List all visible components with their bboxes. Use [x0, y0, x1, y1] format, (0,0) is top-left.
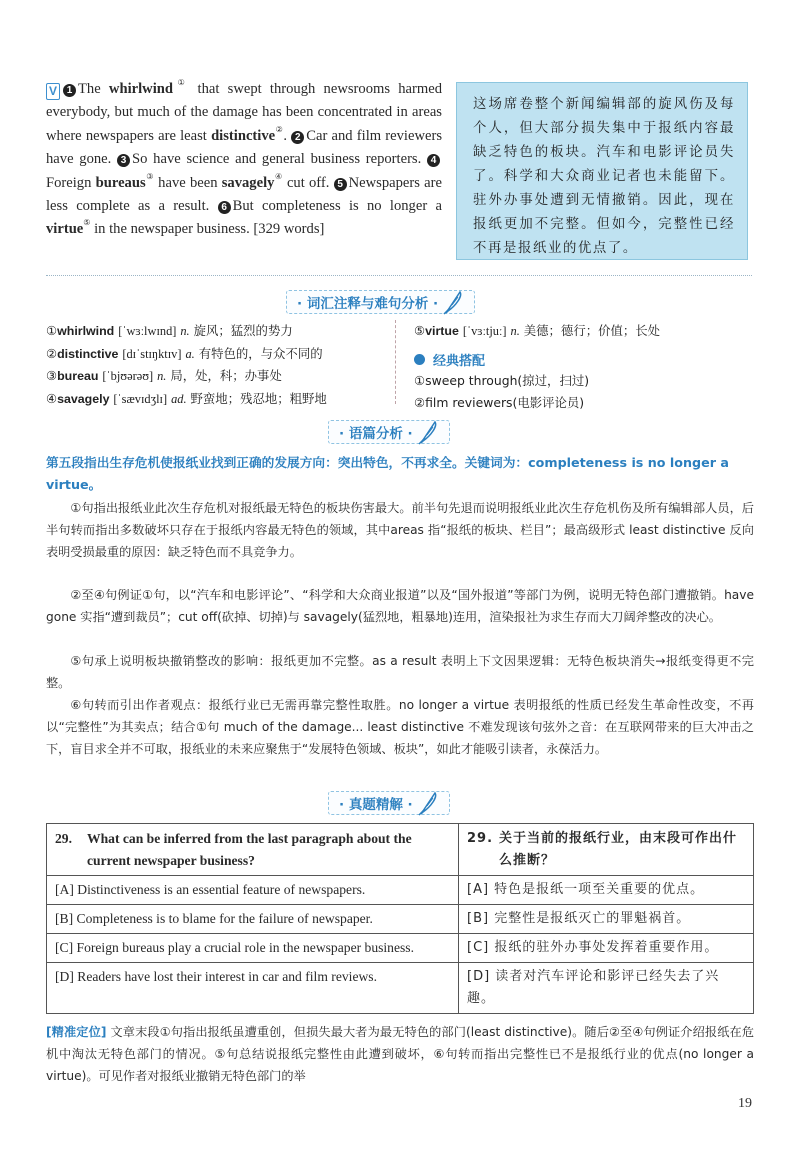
option-zh: [D] 读者对汽车评论和影评已经失去了兴趣。 — [459, 963, 754, 1014]
vocab-list-right — [414, 320, 754, 343]
vocab-item — [46, 365, 391, 388]
question-text: 关于当前的报纸行业，由末段可作出什么推断？ — [499, 831, 738, 868]
question-text: What can be inferred from the last paragraph about the current newspaper business? — [87, 831, 412, 868]
vocab-num: ④ — [46, 390, 58, 406]
question-table — [46, 823, 754, 1014]
passage-text: So have science and general business reporters. — [132, 151, 422, 168]
option-row — [47, 934, 754, 963]
divider — [46, 275, 752, 276]
keyword: bureaus — [95, 174, 146, 191]
sentence-number: 4 — [427, 154, 440, 167]
section-title-text: · 真题精解 · — [339, 797, 413, 813]
option-zh: [B] 完整性是报纸灭亡的罪魁祸首。 — [459, 905, 754, 934]
vocab-pos: ad. — [171, 391, 187, 406]
vocab-ipa: [ˈvɜːtjuː] — [462, 324, 507, 338]
option-en: [A] Distinctiveness is an essential feature of newspapers. — [47, 876, 459, 905]
keyword: whirlwind — [108, 81, 173, 97]
option-zh: [C] 报纸的驻外办事处发挥着重要作用。 — [459, 934, 754, 963]
question-zh — [459, 824, 754, 876]
translation-box: 这场席卷整个新闻编辑部的旋风伤及每个人，但大部分损失集中于报纸内容最缺乏特色的板块。汽车和电影评论员失了。科学和大众商业记者也未能留下。驻外办事处遭到无情撤销。因此，现在报纸更加不完整。但如今，完整性已经不再是报纸业的优点了。 — [456, 82, 748, 260]
section-title-vocab — [286, 290, 475, 314]
passage-text: Car and film reviewers have gone. — [46, 127, 443, 168]
word-count: [329 words] — [253, 221, 325, 238]
quill-icon — [442, 289, 464, 315]
vocab-word: savagely — [57, 391, 110, 406]
collocation-list — [414, 370, 754, 413]
vocab-num: ① — [46, 323, 58, 338]
option-row — [47, 905, 754, 934]
option-en: [D] Readers have lost their interest in car and film reviews. — [47, 963, 459, 1014]
vocab-ipa: [ˈbjʊərəʊ] — [102, 369, 154, 384]
option-row — [47, 876, 754, 905]
option-en: [B] Completeness is to blame for the failure of newspaper. — [47, 905, 459, 934]
collocation-title: 经典搭配 — [433, 354, 486, 369]
passage-text: The — [78, 81, 109, 97]
quill-icon — [417, 419, 439, 445]
question-row — [47, 824, 754, 876]
note-marker: ① — [173, 78, 190, 87]
analysis-paragraph: ①句指出报纸业此次生存危机对报纸最无特色的板块伤害最大。前半句先退而说明报纸业此次生存危机伤及所有编辑部人员，后半句转而指出多数破坏只存在于报纸内容最无特色的领域，其中areas 指“报纸的板块、栏目”；最高级形式 least distinctive 反向表明受损最重的原因：缺乏特色而不具竞争力。 — [46, 501, 754, 559]
option-row — [47, 963, 754, 1014]
vocab-word: virtue — [425, 324, 459, 338]
section-title-text: · 语篇分析 · — [339, 426, 413, 442]
sentence-number: 1 — [63, 84, 76, 97]
page-number: 19 — [738, 1096, 752, 1111]
passage-text: Newspapers are less complete as a result. — [46, 174, 442, 215]
sentence-number: 3 — [117, 154, 130, 167]
section-title-text: · 词汇注释与难句分析 · — [297, 296, 439, 312]
locate-paragraph — [46, 1021, 754, 1087]
vocab-pos: n. — [180, 324, 190, 338]
note-marker: ⑤ — [83, 218, 91, 228]
sentence-number: 2 — [291, 131, 304, 144]
analysis-paragraph: ⑥句转而引出作者观点：报纸行业已无需再靠完整性取胜。no longer a virtue 表明报纸的性质已经发生革命性改变，不再以“完整性”为其卖点；结合①句 much of the damage... least distinctive 不难发现该句弦外之音：在互联网带来的巨大冲击之下，盲目求全并不可取，报纸业的未来应聚焦于“发展特色领域、板块”，如此才能吸引读者，永葆活力。 — [46, 698, 754, 756]
vocab-pos: n. — [510, 324, 520, 338]
vocab-word: whirlwind — [57, 324, 115, 338]
sentence-number: 5 — [334, 178, 347, 191]
vocab-pos: n. — [157, 369, 167, 384]
option-zh: [A] 特色是报纸一项至关重要的优点。 — [459, 876, 754, 905]
note-marker: ③ — [145, 171, 154, 181]
locate-text: 文章末段①句指出报纸虽遭重创，但损失最大者为最无特色的部门(least distinctive)。随后②至④句例证介绍报纸在危机中淘汰无特色部门的情况。⑤句总结说报纸完整性由此遭到破坏，⑥句转而指出完整性已不是报纸行业的优点(no longer a virtue)。可见作者对报纸业撤销无特色部门的举 — [46, 1025, 755, 1083]
question-en — [47, 824, 459, 876]
analysis-paragraph: ②至④句例证①句，以“汽车和电影评论”、“科学和大众商业报道”以及“国外报道”等部门为例，说明无特色部门遭撤销。have gone 实指“遭到裁员”；cut off(砍掉、切掉)与 savagely(猛烈地，粗暴地)连用，渲染报社为求生存而大刀阔斧整改的决心。 — [46, 588, 754, 624]
vocab-item — [46, 320, 391, 343]
passage-text: in the newspaper business. — [90, 221, 250, 238]
option-en: [C] Foreign bureaus play a crucial role in the newspaper business. — [47, 934, 459, 963]
passage-text: Foreign — [46, 174, 96, 191]
vocab-num: ② — [46, 345, 58, 361]
collocation-heading — [414, 350, 485, 369]
collocation-item: ②film reviewers(电影评论员) — [414, 394, 585, 410]
paragraph-marker: V — [46, 83, 60, 100]
passage-text: . — [283, 127, 288, 144]
column-divider — [395, 320, 401, 404]
analysis-paragraph: ⑤句承上说明板块撤销整改的影响：报纸更加不完整。as a result 表明上下文因果逻辑：无特色板块消失→报纸变得更不完整。 — [46, 654, 754, 690]
locate-tag: [精准定位] — [46, 1025, 107, 1039]
vocab-ipa: [dɪˈstɪŋktɪv] — [122, 346, 182, 361]
vocab-pos: a. — [185, 346, 195, 361]
note-marker: ④ — [274, 171, 283, 181]
bullet-icon — [414, 354, 425, 365]
passage-text: that swept through newsrooms harmed everybody, but much of the damage has been concentrated in areas where newspapers are least — [46, 81, 443, 144]
keyword: virtue — [46, 221, 84, 238]
section-title-exam — [328, 791, 450, 815]
vocab-ipa: [ˈsævɪdʒlɪ] — [113, 391, 168, 406]
collocation-item: ①sweep through(掠过，扫过) — [414, 373, 590, 388]
vocab-word: bureau — [57, 369, 99, 384]
passage-text: have been — [153, 174, 222, 191]
vocab-ipa: [ˈwɜːlwɪnd] — [118, 324, 177, 338]
vocab-item — [414, 320, 754, 343]
vocab-word: distinctive — [57, 346, 119, 361]
vocab-list-left — [46, 320, 391, 410]
vocab-meaning: 局，处，科；办事处 — [170, 368, 282, 384]
vocab-item — [46, 388, 391, 411]
vocab-item — [46, 343, 391, 366]
vocab-num: ⑤ — [414, 323, 426, 338]
passage-text: cut off. — [282, 174, 330, 191]
vocab-meaning: 旋风；猛烈的势力 — [193, 323, 293, 338]
keyword: distinctive — [211, 127, 276, 144]
sentence-number: 6 — [218, 201, 231, 214]
keyword: savagely — [221, 174, 275, 191]
quill-icon — [417, 790, 439, 816]
passage-paragraph — [46, 78, 442, 242]
vocab-num: ③ — [46, 368, 58, 384]
vocab-meaning: 美德；德行；价值；长处 — [523, 323, 661, 338]
question-number: 29. — [55, 831, 72, 846]
passage-text: But completeness is no longer a — [232, 198, 442, 215]
section-title-analysis — [328, 420, 450, 444]
question-number: 29. — [467, 831, 494, 846]
analysis-summary: 第五段指出生存危机使报纸业找到正确的发展方向：突出特色，不再求全。关键词为：completeness is no longer a virtue。 — [46, 455, 729, 492]
vocab-meaning: 有特色的，与众不同的 — [198, 345, 323, 361]
vocab-meaning: 野蛮地；残忍地；粗野地 — [190, 390, 327, 406]
note-marker: ② — [275, 124, 284, 134]
